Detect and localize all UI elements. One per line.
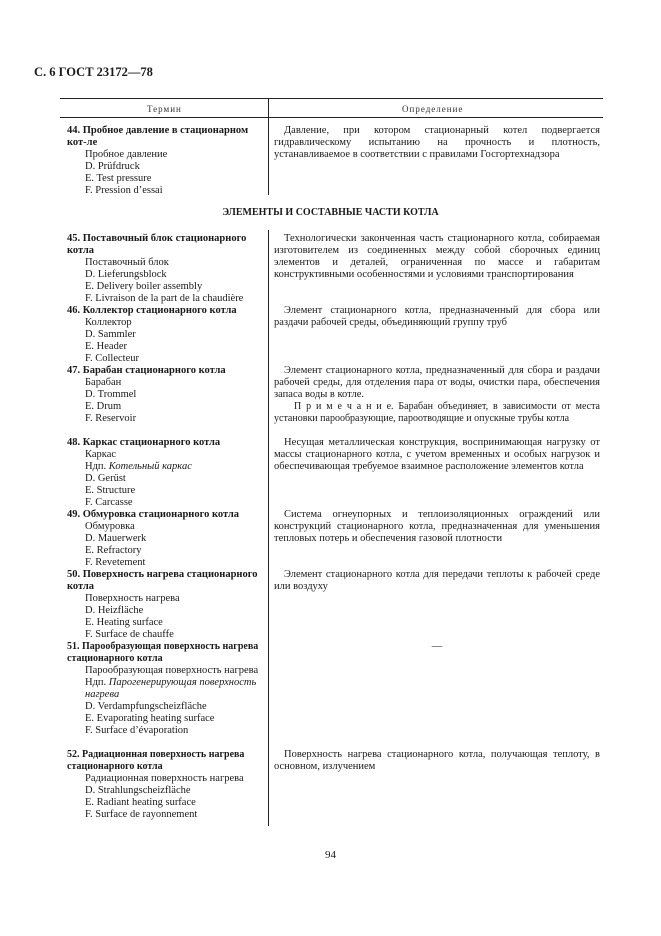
- term-51-en: E. Evaporating heating surface: [85, 713, 215, 724]
- term-46-ru: Коллектор: [85, 317, 132, 328]
- term-46-name: 46. Коллектор стационарного котла: [67, 305, 237, 316]
- term-51-ru: Парообразующая поверхность нагрева: [85, 665, 259, 676]
- term-47-fr: F. Reservoir: [85, 413, 137, 424]
- term-46-fr: F. Collecteur: [85, 353, 139, 364]
- definition-49: Система огнеупорных и теплоизоляционных ограждений или конструкций стационарного котла, предназначенная для уменьшения тепловых потерь и обеспечения газовой плотности: [274, 509, 600, 544]
- column-divider-top: [268, 98, 269, 195]
- term-45: [67, 233, 265, 305]
- term-48-ndp: Ндп. Котельный каркас: [85, 461, 192, 472]
- table-top-rule: [60, 98, 603, 99]
- term-52-name: 52. Радиационная поверхность нагрева стационарного котла: [67, 749, 245, 772]
- term-46: [67, 305, 265, 365]
- term-52-en: E. Radiant heating surface: [85, 797, 196, 808]
- term-47-ru: Барабан: [85, 377, 122, 388]
- definition-51: —: [431, 641, 443, 652]
- term-51: [67, 641, 265, 737]
- term-45-en: E. Delivery boiler assembly: [85, 281, 203, 292]
- term-49-ru: Обмуровка: [85, 521, 135, 532]
- term-49-name: 49. Обмуровка стационарного котла: [67, 509, 240, 520]
- term-50: [67, 569, 265, 641]
- term-50-name: 50. Поверхность нагрева стационарного котла: [67, 569, 258, 592]
- term-44-ru: Пробное давление: [85, 149, 168, 160]
- term-50-ru: Поверхность нагрева: [85, 593, 180, 604]
- term-44-de: D. Prüfdruck: [85, 161, 140, 172]
- term-44-en: E. Test pressure: [85, 173, 152, 184]
- definition-48: Несущая металлическая конструкция, воспринимающая нагрузку от массы стационарного котла, с учетом временных и особых нагрузок и обеспечивающая требуемое взаимное расположение элементов котла: [274, 437, 600, 472]
- table-header-rule: [60, 117, 603, 118]
- page-header: С. 6 ГОСТ 23172—78: [34, 65, 153, 79]
- term-49-de: D. Mauerwerk: [85, 533, 147, 544]
- section-title: ЭЛЕМЕНТЫ И СОСТАВНЫЕ ЧАСТИ КОТЛА: [222, 207, 439, 218]
- term-48-en: E. Structure: [85, 485, 136, 496]
- term-48-name: 48. Каркас стационарного котла: [67, 437, 221, 448]
- term-45-fr: F. Livraison de la part de la chaudière: [85, 293, 244, 304]
- definition-47: Элемент стационарного котла, предназначенный для сбора и раздачи рабочей среды, для отделения пара от воды, очистки пара, обеспечения запаса воды в котле. П р и м е ч а н и е. Барабан объединяет, в зависимости от места установки парообразующие, пароотводящие и опускные трубы котла: [274, 365, 600, 424]
- term-48: [67, 437, 265, 509]
- term-49-en: E. Refractory: [85, 545, 142, 556]
- definition-44: Давление, при котором стационарный котел подвергается гидравлическому испытанию на прочность и плотность, устанавливаемое в соответствии с правилами Госгортехнадзора: [274, 125, 600, 160]
- term-44-fr: F. Pression d’essai: [85, 185, 163, 196]
- term-51-ndp: Ндп. Парогенерирующая поверхность нагрева: [85, 677, 257, 700]
- term-50-fr: F. Surface de chauffe: [85, 629, 174, 640]
- term-51-fr: F. Surface d’évaporation: [85, 725, 189, 736]
- term-48-de: D. Gerüst: [85, 473, 126, 484]
- term-49-fr: F. Revetement: [85, 557, 146, 568]
- page-number: 94: [325, 849, 336, 861]
- term-47-name: 47. Барабан стационарного котла: [67, 365, 226, 376]
- term-45-de: D. Lieferungsblock: [85, 269, 167, 280]
- term-49: [67, 509, 265, 569]
- term-45-ru: Поставочный блок: [85, 257, 169, 268]
- term-44-name: 44. Пробное давление в стационарном кот-ле: [67, 125, 249, 148]
- term-52: [67, 749, 265, 821]
- term-45-name: 45. Поставочный блок стационарного котла: [67, 233, 247, 256]
- term-52-de: D. Strahlungscheizfläche: [85, 785, 191, 796]
- term-44: [67, 125, 265, 197]
- term-50-en: E. Heating surface: [85, 617, 163, 628]
- term-51-de: D. Verdampfungscheizfläche: [85, 701, 207, 712]
- column-header-definition: Определение: [402, 104, 464, 114]
- term-48-fr: F. Carcasse: [85, 497, 133, 508]
- definition-46: Элемент стационарного котла, предназначенный для сбора или раздачи рабочей среды, объединяющий группу труб: [274, 305, 600, 328]
- column-divider-main: [268, 230, 269, 826]
- column-header-term: Термин: [147, 104, 182, 114]
- definition-47-note: П р и м е ч а н и е. Барабан объединяет, в зависимости от места установки парообразующие, пароотводящие и опускные трубы котла: [274, 401, 600, 424]
- term-47-de: D. Trommel: [85, 389, 137, 400]
- term-52-ru: Радиационная поверхность нагрева: [85, 773, 244, 784]
- term-47: [67, 365, 265, 425]
- term-52-fr: F. Surface de rayonnement: [85, 809, 198, 820]
- definition-50: Элемент стационарного котла для передачи теплоты к рабочей среде или воздуху: [274, 569, 600, 592]
- term-46-en: E. Header: [85, 341, 127, 352]
- definition-52: Поверхность нагрева стационарного котла, получающая теплоту, в основном, излучением: [274, 749, 600, 772]
- term-48-ru: Каркас: [85, 449, 117, 460]
- definition-45: Технологически законченная часть стационарного котла, собираемая изготовителем из соединенных между собой сборочных единиц элементов и деталей, ограниченная по массе и габаритам конструктивными особенностями и условиями транспортирования: [274, 233, 600, 280]
- term-51-name: 51. Парообразующая поверхность нагрева стационарного котла: [67, 641, 259, 664]
- term-47-en: E. Drum: [85, 401, 122, 412]
- term-50-de: D. Heizfläche: [85, 605, 144, 616]
- term-46-de: D. Sammler: [85, 329, 136, 340]
